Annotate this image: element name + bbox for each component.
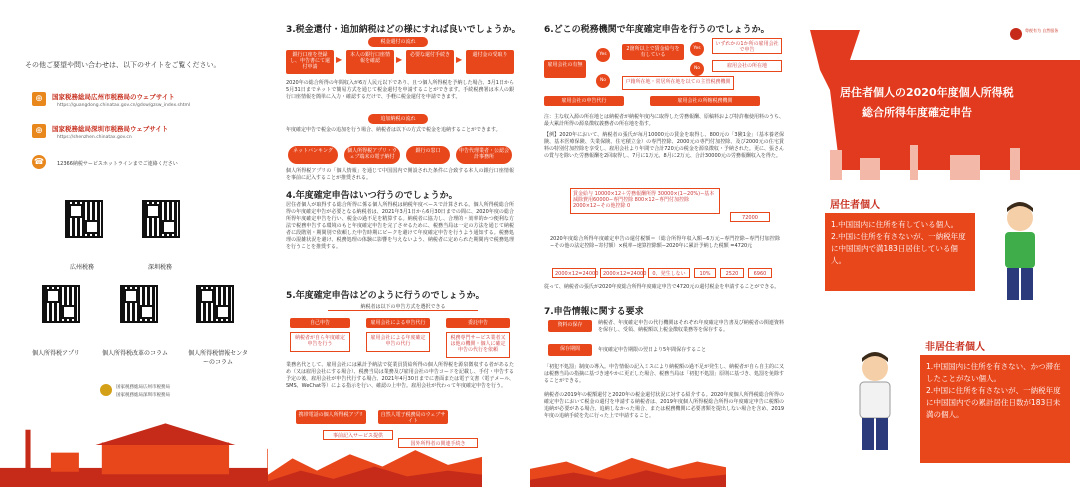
req-text: 納税者、年度確定申告の代行機関はそれぞれ年度確定申告書及び納税者の関連資料を保存し、受領、納税額以上税金徴収業務等を保存する。 xyxy=(598,320,784,333)
app-sub-box: 事前記入サービス提供 xyxy=(323,430,393,440)
footer-org1: 国家税務総局広州市税務局 xyxy=(116,385,170,390)
no-penalty-text: 「初犯不処罰」制度の導入。申告情報の記入ミスにより納税額の過不足が発生し、納税者が自ら自主的に又は税務当局の指摘に基づき速やかに更正した場合、税務当局は「初犯不処罰」原則に基づき、処罰を免除することができる。 xyxy=(544,364,785,384)
value-box: 2000×12=24000 xyxy=(552,268,596,278)
location-note: 注：主な収入源の所在地とは納税者が納税年度内に取得した労務報酬、原稿料および特許権使用料のうち、最大累計所得の源泉徴収義務者の所在地を指す。 xyxy=(544,114,785,127)
section7-heading: 7.申告情報に関する要求 xyxy=(544,307,644,317)
qr-code[interactable] xyxy=(196,285,234,323)
flow-box: 2箇所以上で賃金給与を有している xyxy=(622,44,684,60)
filing-location-panel xyxy=(530,0,800,487)
refund-step: 還付金の受取り xyxy=(466,50,514,74)
site1-url[interactable]: https://guangdong.chinatax.gov.cn/gdsw/gzsw_index.shtml xyxy=(57,103,191,108)
app-sub-box: 国外所得者の関連手続き xyxy=(398,438,478,448)
flow-box: いずれかの1か所の雇用会社で申告 xyxy=(712,38,782,54)
arrow-icon: ▶ xyxy=(456,55,463,64)
arrow-icon: ▶ xyxy=(336,55,343,64)
qr-code[interactable] xyxy=(65,200,103,238)
flow-box: 雇用会社の所在地 xyxy=(712,60,782,72)
value-box: 6960 xyxy=(748,268,772,278)
refund-text: 2020年の総合所得の年間収入が6万人民元以下であり、且つ個人所得税を予納した場合、3月1日から5月31日までネットで簡易方式を通じて税金還付を申請することができます。手続税務署は本人の銀行口座情報を簡単に入力・確認するだけで、手軽に税金還付を申請できます。 xyxy=(286,80,514,100)
calc-box: 2020年度総合所得年度確定申告の還付税額＝（総合所得年収入額−6万元−専門控除−専門付加控除−その他の法定控除−寄付額）×税率−速算控除額−2020年に累計予納した税額 =4720元 xyxy=(550,236,780,249)
nonresident-text-1: 1.中国国内に住所を有さない、かつ滞在したことがない個人。 xyxy=(926,362,1061,383)
refund-step: 必要な還付手続き xyxy=(406,50,454,74)
logo-icon xyxy=(1010,28,1022,40)
nonresident-header: 非居住者個人 xyxy=(925,342,985,353)
value-box: 10% xyxy=(694,268,716,278)
req-label: 保存期間 xyxy=(548,344,592,356)
footer-org2: 国家税務総局深圳市税務局 xyxy=(116,393,170,398)
emblem-icon xyxy=(100,384,112,396)
section4-text: 居住者個人が取得する総合所得に係る個人所得税は納税年度ベースで計算される。個人所得税総合所得の年度確定申告が必要となる納税者は、2021年3月1日から6月30日までの間に、2020年度の総合所得年度確定申告を行い、税金の過不足を精算する。納税者に協力し、合理的・効率的かつ便利な方法で税務申告する環境のもと年度確定申告を完了させるために、税務当局は一定の方法を通じて納税者に段階別・期間別で依頼した申告時期にピークを避けて年度確定申告を行うよう通知する。税務処理の混雑状況を避け、税務処理の体験に影響を与えないよう、納税者に定められた期間内で税務処理を行うことを推奨する。 xyxy=(286,202,514,250)
method-label: 雇用会社による申告代行 xyxy=(366,318,430,328)
nonresident-box xyxy=(920,355,1070,463)
globe-icon: ⊕ xyxy=(32,92,46,106)
qr-label: 個人所得税アプリ xyxy=(32,350,80,357)
flow-box: 戸籍所在地・常居所在地を以ての主管税務機関 xyxy=(622,76,734,90)
pay-method: 銀行の窓口 xyxy=(406,146,450,164)
section3-heading: 3.税金還付・追加納税はどの様にすれば良いでしょうか。 xyxy=(286,25,521,35)
resident-text-1: 1.中国国内に住所を有している個人。 xyxy=(831,220,959,229)
method-detail: 税務専門サービス業者又は他の機関・個人に確定申告の代行を依頼 xyxy=(446,332,510,358)
qr-label: 広州税務 xyxy=(70,264,95,271)
contact-panel xyxy=(0,0,268,487)
method-detail: 納税者が自ら年度確定申告を行う xyxy=(290,332,350,352)
method-detail: 雇用会社による年度確定申告の代行 xyxy=(366,332,430,352)
refund-panel xyxy=(268,0,530,487)
phone-icon: ☎ xyxy=(32,155,46,169)
no-label: No xyxy=(690,62,704,76)
yes-label: Yes xyxy=(690,42,704,56)
cover-panel xyxy=(800,0,1080,487)
person-illustration xyxy=(990,200,1050,310)
refund-flow-title: 税金還付の流れ xyxy=(368,37,428,47)
pay-note: 個人所得税アプリの「個人情報」を通じて中国国内で開設された条件に合致する本人の銀行口座情報を事前に記入することが推奨される。 xyxy=(286,168,514,181)
cover-title-2: 総合所得年度確定申告 xyxy=(862,106,972,119)
yes-label: Yes xyxy=(596,48,610,62)
great-wall-illustration xyxy=(268,442,482,487)
site1-title[interactable]: 国家税務総局広州市税務局のウェブサイト xyxy=(52,93,175,101)
formula-box: 賃金給与 10000×12＋労務報酬所得 30000×(1−20%)−基本減除費用60000−専門控除 800×12−専門付加控除 2000×12−その他控除 0 xyxy=(570,188,720,214)
req-label: 資料の保存 xyxy=(548,320,592,332)
formula-result: 72000 xyxy=(730,212,770,222)
refund-step: 本人の銀行口座情報を確認 xyxy=(346,50,394,74)
city-skyline-illustration xyxy=(0,417,268,487)
cover-title-1: 居住者個人の2020年度個人所得税 xyxy=(840,86,1014,99)
qr-label: 深圳税務 xyxy=(148,264,173,271)
refund-status-text: 納税者の2019年の税額還付と2020年の税金還付状況に対する紹介する。2020年度個人所得税総合所得の確定申告において税金の還付を申請する納税者は、2019年度個人所得税総合所得の年度確定申告に税額の追納が必要がある場合、追納しなかった場合、または税務機関に必要書類を提出しない場合を含め、2019年度の追納手続を先に行った上で申請すること。 xyxy=(544,392,784,419)
pay-text: 年度確定申告で税金の追加を行う場合、納税者は以下の方式で税金を追納することができます。 xyxy=(286,127,501,133)
pay-method: 個人所得税アプリ・ウェブ端末の電子納付 xyxy=(344,146,400,164)
qr-code[interactable] xyxy=(120,285,158,323)
section4-heading: 4.年度確定申告はいつ行うのでしょうか。 xyxy=(286,191,458,201)
qr-code[interactable] xyxy=(142,200,180,238)
globe-icon: ⊕ xyxy=(32,124,46,138)
qr-label: 個人所得税情報センターのコラム xyxy=(188,350,248,366)
qr-code[interactable] xyxy=(42,285,80,323)
flow-box: 雇用会社の所轄税務機関 xyxy=(650,96,760,106)
no-label: No xyxy=(596,74,610,88)
arrow-icon: ▶ xyxy=(396,55,403,64)
req-text: 年度確定申告期限の翌日より5年間保存すること xyxy=(598,347,707,353)
resident-box xyxy=(825,213,975,291)
site2-url[interactable]: https://shenzhen.chinatax.gov.cn xyxy=(57,135,132,140)
nonresident-text-2: 2.中国に住所を有さないが、一納税年度に中国国内での累計居住日数が183日未満の個人。 xyxy=(926,386,1061,419)
pay-method: 申告代理業者・公認会計事務所 xyxy=(456,146,512,164)
section6-heading: 6.どこの税務機関で年度確定申告を行うのでしょうか。 xyxy=(544,25,770,35)
example-text: 【例】2020年において、納税者の張氏が毎月10000元の賃金を取得し、800元の「3険1金」（基本養老保険、基本医療保険、失業保険、住宅積立金）の専門控除、2000元の専門付加控除、及び2000元の住宅賃料の特別付加控除を享受し、雇用会社より年間で合計720元の税金を源泉徴収・予納された。更に、張さんの賞与を除いた労務報酬を2回取得し、7月に1万元、8月に2万元、合計30000元の労務報酬収入を得た。 xyxy=(544,132,784,159)
refund-step: 銀行口座を登録し、申告書にて還付申請 xyxy=(286,50,334,74)
city-skyline-illustration xyxy=(800,140,1080,180)
logo-text: 粤税有为 自然服务 xyxy=(1025,28,1059,33)
app-box[interactable]: 自然人電子税務局のウェブサイト xyxy=(378,410,448,424)
contact-intro: その他ご要望や問い合わせは、以下のサイトをご覧ください。 xyxy=(25,61,221,69)
qr-label: 個人所得税改革のコラム xyxy=(102,350,168,357)
methods-title: 納税者は以下の申告方式を選択できる xyxy=(328,303,478,311)
pay-flow-title: 追加納税の流れ xyxy=(368,114,428,124)
value-box: 0、発生しない xyxy=(648,268,690,278)
flow-box: 雇用会社の申告代行 xyxy=(544,96,624,106)
site2-title[interactable]: 国家税務総局深圳市税務局ウェブサイト xyxy=(52,125,169,133)
method-label: 委託申告 xyxy=(446,318,510,328)
resident-header: 居住者個人 xyxy=(830,200,880,211)
great-wall-illustration xyxy=(530,447,726,487)
hotline-text: 12366納税サービスホットラインまでご連絡ください xyxy=(57,161,178,167)
app-box[interactable]: 携帯電話の個人所得税アプリ xyxy=(296,410,366,424)
value-box: 2520 xyxy=(720,268,744,278)
pay-method: ネットバンキング xyxy=(288,146,338,164)
value-box: 2000×12=24000 xyxy=(600,268,644,278)
person-illustration xyxy=(845,350,905,460)
method-text: 業務名代として、雇用会社には累計予納法で従業員賃給所得の個人所得税を源泉徴収する者があるため（又は雇用会社にする場合）、税務当局は業務及び雇用会社の申告コードを記載し、手付・申告する予定の後、雇用会社が申告代行する場合、2021年4月30日までに書面または電子文書（電子メール、SMS、WeChat等）による指示を行い、確認の上申告。雇用会社が代わって年度確定申告を行う。 xyxy=(286,362,514,389)
section5-heading: 5.年度確定申告はどのように行うのでしょうか。 xyxy=(286,291,485,301)
resident-text-2: 2.中国に住所を有さないが、一納税年度に中国国内で満183日居住している個人。 xyxy=(831,232,966,265)
flow-box: 雇用会社の有無 xyxy=(544,60,586,78)
method-label: 自己申告 xyxy=(290,318,350,328)
conclusion-text: 従って、納税者の張氏が2020年度総合所得年度確定申告で4720元の還付税金を申請することができる。 xyxy=(544,284,780,290)
